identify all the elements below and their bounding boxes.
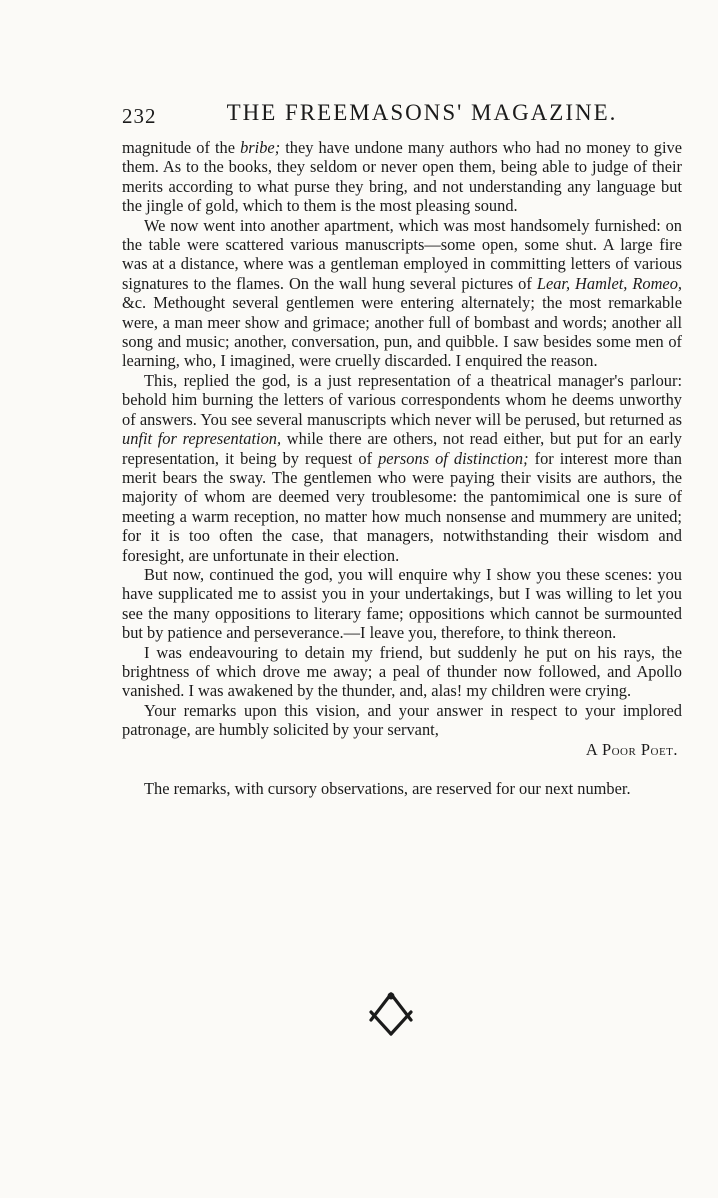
text-run: for interest more than merit bears the sway. The gentlemen who were paying their visits are authors, the majority of whom are deemed very troublesome: the pantomimical one is sure of meeting a warm reception, no matter how much nonsense and mummery are united; for it is too often the case, that managers, notwithstanding their wisdom and foresight, are unfortunate in their election. — [122, 448, 682, 565]
italic-run: unfit for representation, — [122, 429, 282, 449]
text-run: &c. Methought several gentlemen were entering alternately; the most remarkable were, a man meer show and grimace; another full of bombast and words; another all song and music; another, conversation, pun, and quibble. I saw besides some men of learning, who, I imagined, were cruelly discarded. I enquired the reason. — [122, 293, 682, 371]
text-run: This, replied the god, is a just representation of a theatrical manager's parlour: behold him burning the letters of various correspondents whom he deems unworthy of answers. You see several manuscripts which never will be perused, but returned as — [122, 370, 682, 429]
editorial-notice: The remarks, with cursory observations, are reserved for our next number. — [144, 779, 631, 798]
paragraph-2 — [122, 216, 682, 371]
page-header — [122, 100, 682, 134]
paragraph-4: But now, continued the god, you will enquire why I show you these scenes: you have supplicated me to assist you in your undertakings, but I was willing to let you see the many oppositions to literary fame; oppositions which cannot be surmounted but by patience and perseverance.—I leave you, therefore, to think thereon. — [122, 564, 682, 643]
masonic-square-compass-icon — [365, 990, 417, 1038]
page-number: 232 — [122, 104, 157, 128]
paragraph-5: I was endeavouring to detain my friend, but suddenly he put on his rays, the brightness of which drove me away; a peal of thunder now followed, and Apollo vanished. I was awakened by the thunder, and, alas! my children were crying. — [122, 642, 682, 701]
text-run: they have undone many authors who had no money to give them. As to the books, they seldom or never open them, being able to judge of their merits according to what purse they bring, and not understanding any language but the jingle of gold, which to them is the most pleasing sound. — [122, 138, 682, 216]
signature: A Poor Poet. — [585, 739, 678, 759]
italic-run: bribe; — [240, 138, 281, 157]
paragraph-6: Your remarks upon this vision, and your answer in respect to your implored patronage, are humbly solicited by your servant, — [122, 700, 682, 740]
text-run: while there are others, not read either, but put for an early representation, it being by request of — [122, 429, 682, 468]
italic-run: Lear, Hamlet, Romeo, — [536, 273, 682, 293]
text-run: We now went into another apartment, which was most handsomely furnished: on the table were scattered various manuscripts—some open, some shut. A large fire was at a distance, where was a gentleman employed in committing letters of various signatures to the flames. On the wall hung several pictures of — [122, 215, 682, 293]
paragraph-1 — [122, 138, 682, 216]
article-text — [122, 138, 682, 798]
paragraph-3 — [122, 371, 682, 565]
text-run: magnitude of the — [122, 138, 241, 157]
running-title: THE FREEMASONS' MAGAZINE. — [226, 100, 618, 125]
italic-run: persons of distinction; — [378, 448, 529, 468]
